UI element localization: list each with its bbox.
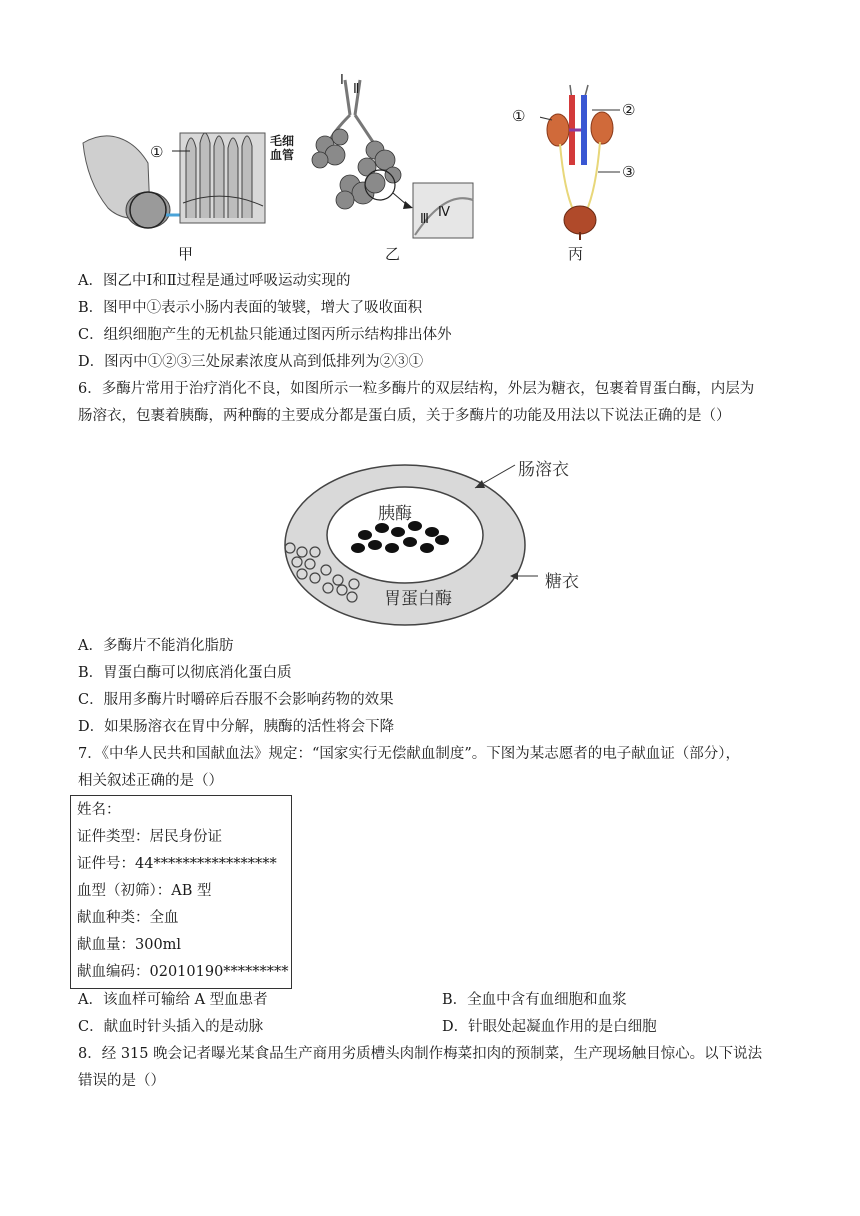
bing-label-2: ② xyxy=(622,101,636,119)
q7-stem-line2: 相关叙述正确的是（） xyxy=(78,773,223,789)
q7-stem-line1: 7．《中华人民共和国献血法》规定：“国家实行无偿献血制度”。下图为某志愿者的电子献血证（部分）， xyxy=(78,746,741,762)
q6-option-a: A．多酶片不能消化脂肪 xyxy=(78,638,234,654)
q7-option-c: C．献血时针头插入的是动脉 xyxy=(78,1019,264,1035)
q6-stem-line1: 6．多酶片常用于治疗消化不良，如图所示一粒多酶片的双层结构，外层为糖衣，包裹着胃蛋白酶，内层为 xyxy=(78,381,755,397)
q8-stem-line2: 错误的是（） xyxy=(78,1073,165,1089)
q7-option-a: A．该血样可输给 A 型血患者 xyxy=(78,992,268,1008)
q5-option-d: D．图丙中①②③三处尿素浓度从高到低排列为②③① xyxy=(78,354,424,370)
bing-label-1: ① xyxy=(512,107,526,125)
tablet-label-pepsin: 胃蛋白酶 xyxy=(384,589,452,609)
q7-option-d: D．针眼处起凝血作用的是白细胞 xyxy=(442,1019,657,1035)
figure-jia-small-intestine xyxy=(78,118,268,238)
q5-option-b: B．图甲中①表示小肠内表面的皱襞，增大了吸收面积 xyxy=(78,300,423,316)
q5-option-a: A．图乙中Ⅰ和Ⅱ过程是通过呼吸运动实现的 xyxy=(78,273,351,289)
yi-label-IV: Ⅳ xyxy=(438,205,450,220)
tablet-label-sugar-coat: 糖衣 xyxy=(545,572,579,592)
card-blood-type: 血型（初筛）：AB 型 xyxy=(77,883,212,899)
jia-caption: 甲 xyxy=(178,245,194,263)
q6-option-c: C．服用多酶片时嚼碎后吞服不会影响药物的效果 xyxy=(78,692,394,708)
q6-stem-line2: 肠溶衣，包裹着胰酶，两种酶的主要成分都是蛋白质，关于多酶片的功能及用法以下说法正确的是（） xyxy=(78,408,731,424)
card-donation-code: 献血编码：02010190********* xyxy=(77,964,289,980)
card-name: 姓名： xyxy=(77,802,121,818)
yi-caption: 乙 xyxy=(385,245,401,263)
card-id-number: 证件号：44***************** xyxy=(77,856,277,872)
bing-caption: 丙 xyxy=(568,245,584,263)
urinary-system-illustration xyxy=(540,80,630,240)
bing-label-3: ③ xyxy=(622,163,636,181)
card-donation-volume: 献血量：300ml xyxy=(77,937,182,953)
figure-bing-urinary-system xyxy=(540,80,630,240)
jia-label-capillary: 毛细 血管 xyxy=(270,134,295,162)
tablet-label-enteric-coat: 肠溶衣 xyxy=(518,460,569,480)
yi-label-III: Ⅲ xyxy=(420,212,429,227)
q7-option-b: B．全血中含有血细胞和血浆 xyxy=(442,992,627,1008)
card-id-type: 证件类型：居民身份证 xyxy=(77,829,222,845)
tablet-label-pancreatin: 胰酶 xyxy=(378,504,412,524)
q6-option-d: D．如果肠溶衣在胃中分解，胰酶的活性将会下降 xyxy=(78,719,395,735)
blood-donation-card xyxy=(70,795,292,989)
q6-option-b: B．胃蛋白酶可以彻底消化蛋白质 xyxy=(78,665,292,681)
small-intestine-illustration xyxy=(78,118,268,238)
q8-stem-line1: 8．经 315 晚会记者曝光某食品生产商用劣质槽头肉制作梅菜扣肉的预制菜，生产现场触目惊心。以下说法 xyxy=(78,1046,763,1062)
q5-option-c: C．组织细胞产生的无机盐只能通过图丙所示结构排出体外 xyxy=(78,327,452,343)
yi-label-I: Ⅰ xyxy=(340,73,344,88)
yi-label-II: Ⅱ xyxy=(353,82,360,97)
jia-label-1: ① xyxy=(150,143,164,161)
card-donation-kind: 献血种类：全血 xyxy=(77,910,179,926)
